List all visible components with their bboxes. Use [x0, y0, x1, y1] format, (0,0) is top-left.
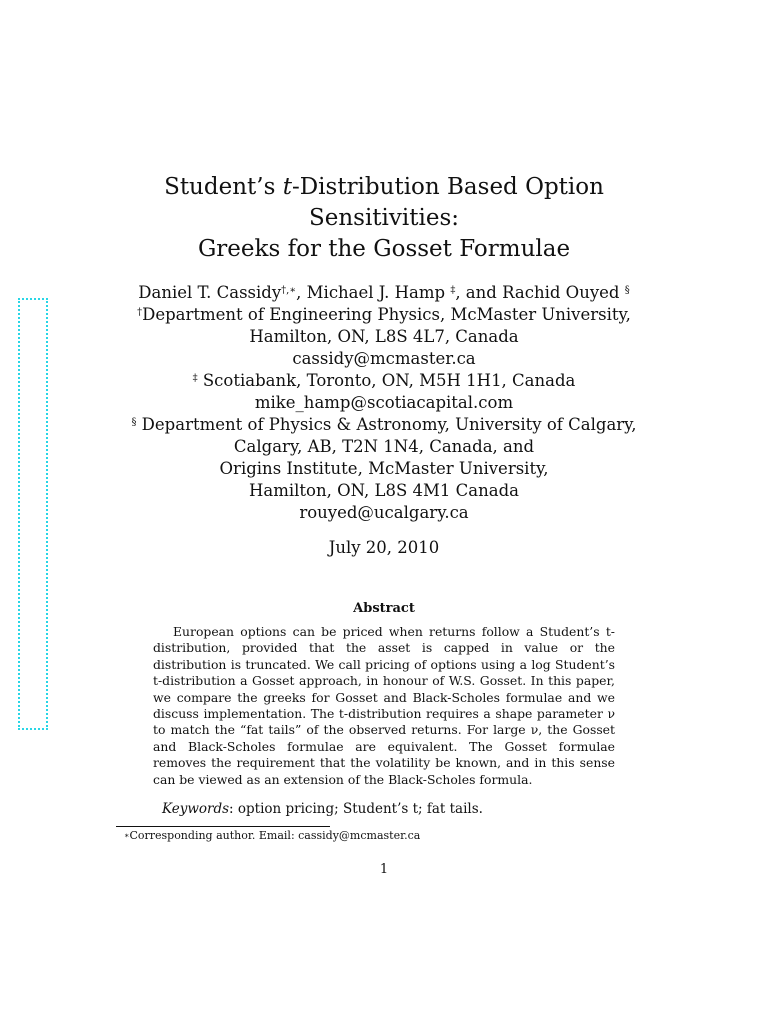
author-3: , and Rachid Ouyed	[455, 283, 625, 302]
affiliation-2	[0, 370, 768, 392]
affiliation-3-line-2: Calgary, AB, T2N 1N4, Canada, and	[233, 437, 535, 456]
keywords-label: Keywords	[162, 801, 230, 817]
keywords-line	[162, 800, 622, 818]
title-line-3: Greeks for the Gosset Formulae	[197, 236, 571, 262]
affiliation-3-text: Department of Physics & Astronomy, University of Calgary,	[136, 415, 637, 434]
title-line-1-part-a: Student’s	[164, 174, 283, 200]
title-line-1-part-b: -Distribution Based Option	[291, 174, 604, 200]
email-2[interactable]: mike_hamp@scotiacapital.com	[254, 393, 514, 412]
affiliation-1-line-2: Hamilton, ON, L8S 4L7, Canada	[249, 327, 519, 346]
affiliation-3-line-4: Hamilton, ON, L8S 4M1 Canada	[249, 481, 519, 500]
affiliation-3-mark: §	[131, 417, 137, 428]
affiliation-3	[0, 414, 768, 436]
abstract-body: European options can be priced when returns follow a Student’s t-distribution, provided that the asset is capped in value or the distribution is truncated. We call pricing of options using a log Student’s t-distribution a Gosset approach, in honour of W.S. Gosset. In this paper, we compare the greeks for Gosset and Black-Scholes formulae and we discuss implementation. The t-distribution requires a shape parameter ν to match the “fat tails” of the observed returns. For large ν, the Gosset and Black-Scholes formulae are equivalent. The Gosset formulae removes the requirement that the volatility be known, and in this sense can be viewed as an extension of the Black-Scholes formula.	[153, 624, 615, 787]
author-1-marks: †,∗	[281, 285, 297, 296]
affiliation-1	[0, 304, 768, 326]
affiliation-1-mark: †	[137, 307, 143, 318]
abstract-heading: Abstract	[353, 601, 415, 616]
affiliation-3-line-3: Origins Institute, McMaster University,	[219, 459, 549, 478]
email-3[interactable]: rouyed@ucalgary.ca	[299, 503, 469, 522]
author-2-marks: ‡	[450, 285, 456, 296]
keywords-text: : option pricing; Student’s t; fat tails.	[229, 801, 483, 817]
footnote-text: Corresponding author. Email: cassidy@mcmaster.ca	[129, 829, 421, 842]
footnote-rule	[116, 826, 330, 827]
authors-block	[0, 282, 768, 524]
author-list	[0, 282, 768, 304]
author-2: , Michael J. Hamp	[296, 283, 451, 302]
paper-title	[0, 172, 768, 265]
title-line-1-italic-t: t	[282, 174, 292, 200]
affiliation-1-text: Department of Engineering Physics, McMaster University,	[142, 305, 631, 324]
title-line-1	[0, 172, 768, 203]
author-3-marks: §	[624, 285, 630, 296]
email-1[interactable]: cassidy@mcmaster.ca	[292, 349, 476, 368]
affiliation-2-text: Scotiabank, Toronto, ON, M5H 1H1, Canada	[197, 371, 576, 390]
page-number: 1	[379, 862, 389, 877]
paper-date: July 20, 2010	[328, 538, 440, 557]
footnote	[124, 828, 420, 843]
footnote-mark: ∗	[124, 831, 130, 840]
title-line-2: Sensitivities:	[308, 205, 460, 231]
affiliation-2-mark: ‡	[192, 373, 198, 384]
author-1: Daniel T. Cassidy	[138, 283, 282, 302]
